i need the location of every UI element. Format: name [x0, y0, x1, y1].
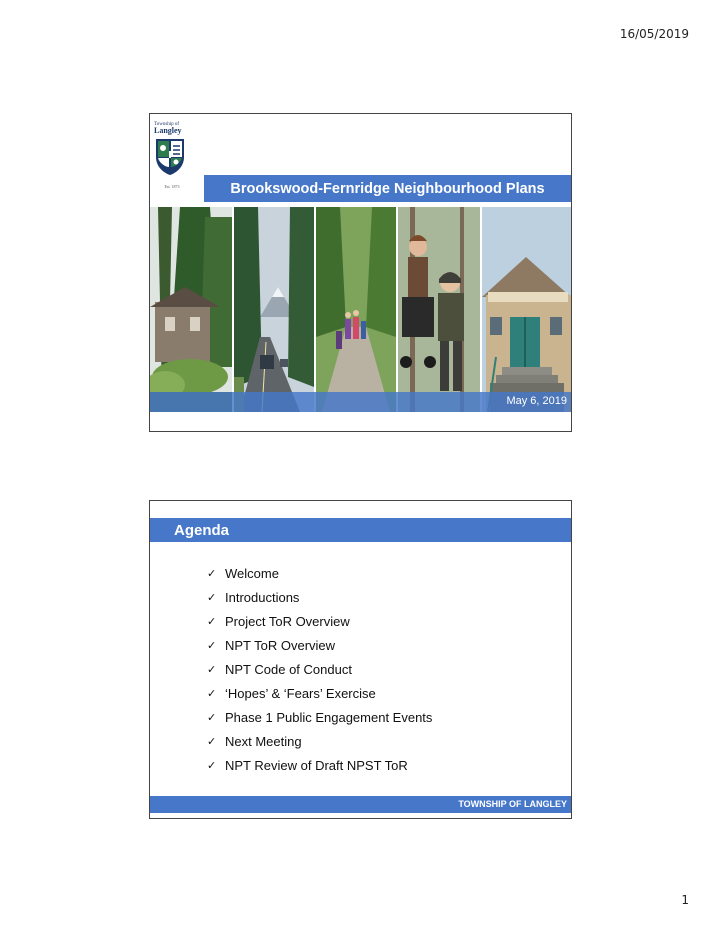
title-bar: [204, 175, 571, 202]
agenda-item-label: NPT Review of Draft NPST ToR: [225, 757, 408, 773]
check-icon: ✓: [207, 735, 217, 748]
agenda-item: [207, 657, 432, 681]
agenda-item-label: ‘Hopes’ & ‘Fears’ Exercise: [225, 685, 376, 701]
agenda-slide: [149, 500, 572, 819]
agenda-item-label: Introductions: [225, 589, 300, 605]
agenda-item-label: Project ToR Overview: [225, 613, 350, 629]
photo-walking-path: [316, 207, 396, 412]
shield-icon: [154, 137, 186, 177]
check-icon: ✓: [207, 567, 217, 580]
photo-road-mountain: [234, 207, 314, 412]
check-icon: ✓: [207, 615, 217, 628]
agenda-item: [207, 705, 432, 729]
photo-forest-house: [150, 207, 232, 412]
title-slide: [149, 113, 572, 432]
logo-text-big: Langley: [154, 126, 182, 135]
township-logo: [154, 122, 190, 188]
page-number: 1: [681, 893, 689, 907]
agenda-list: [207, 561, 432, 777]
agenda-item: [207, 729, 432, 753]
agenda-item-label: Next Meeting: [225, 733, 302, 749]
check-icon: ✓: [207, 591, 217, 604]
check-icon: ✓: [207, 711, 217, 724]
check-icon: ✓: [207, 687, 217, 700]
agenda-title: Agenda: [174, 522, 230, 539]
agenda-item: [207, 681, 432, 705]
agenda-item: [207, 609, 432, 633]
check-icon: ✓: [207, 663, 217, 676]
date-bar: [150, 392, 571, 412]
photo-family-stroller: [398, 207, 480, 412]
page-date: 16/05/2019: [619, 27, 689, 41]
agenda-item-label: NPT Code of Conduct: [225, 661, 352, 677]
agenda-item-label: NPT ToR Overview: [225, 637, 336, 653]
check-icon: ✓: [207, 759, 217, 772]
agenda-item-label: Phase 1 Public Engagement Events: [225, 709, 433, 725]
check-icon: ✓: [207, 639, 217, 652]
presentation-date: May 6, 2019: [506, 395, 567, 407]
logo-text-small: Township of: [154, 122, 180, 127]
agenda-item: [207, 561, 432, 585]
photo-community-hall: [482, 207, 571, 412]
footer-bar: [150, 796, 571, 813]
footer-organization: TOWNSHIP OF LANGLEY: [458, 799, 567, 809]
agenda-item: [207, 753, 432, 777]
agenda-item-label: Welcome: [225, 565, 279, 581]
agenda-item: [207, 585, 432, 609]
agenda-item: [207, 633, 432, 657]
slide-title: Brookswood-Fernridge Neighbourhood Plans: [230, 180, 545, 197]
photo-strip: [150, 207, 571, 412]
logo-established: Est. 1873: [164, 184, 180, 189]
agenda-header-bar: [150, 518, 571, 542]
